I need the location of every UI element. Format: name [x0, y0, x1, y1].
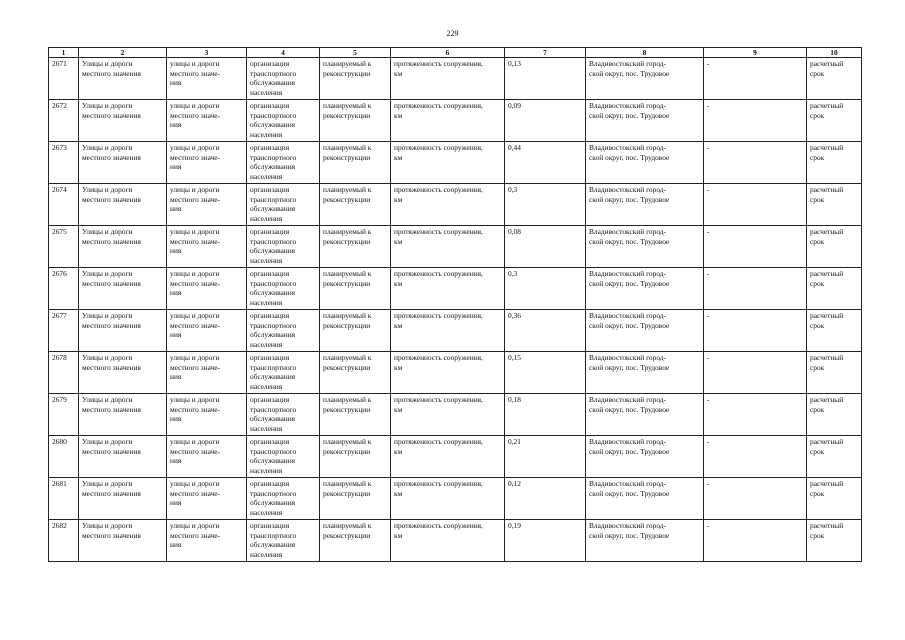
- term-cell: расчетный срок: [807, 436, 862, 478]
- object-name-cell: Улицы и дороги местного значения: [79, 58, 167, 100]
- location-cell: Владивостокский город- ской округ, пос. Трудовое: [586, 100, 704, 142]
- row-id-cell: 2682: [49, 520, 79, 562]
- object-purpose-cell: организация транспортного обслуживания населения: [247, 184, 320, 226]
- column-header: 4: [247, 48, 320, 58]
- row-id-cell: 2678: [49, 352, 79, 394]
- zone-cell: -: [704, 142, 807, 184]
- table-row: [49, 100, 862, 142]
- object-name-cell: Улицы и дороги местного значения: [79, 268, 167, 310]
- page-number: 229: [446, 29, 459, 38]
- row-id-cell: 2671: [49, 58, 79, 100]
- table-row: [49, 58, 862, 100]
- object-status-cell: планируемый к реконструкции: [320, 184, 391, 226]
- object-name-cell: Улицы и дороги местного значения: [79, 394, 167, 436]
- object-status-cell: планируемый к реконструкции: [320, 310, 391, 352]
- object-purpose-cell: организация транспортного обслуживания населения: [247, 58, 320, 100]
- object-purpose-cell: организация транспортного обслуживания населения: [247, 226, 320, 268]
- object-type-cell: улицы и дороги местного значе- ния: [167, 226, 247, 268]
- location-cell: Владивостокский город- ской округ, пос. Трудовое: [586, 268, 704, 310]
- location-cell: Владивостокский город- ской округ, пос. Трудовое: [586, 520, 704, 562]
- characteristic-name-cell: протяженность сооружения, км: [391, 310, 505, 352]
- zone-cell: -: [704, 352, 807, 394]
- object-purpose-cell: организация транспортного обслуживания населения: [247, 520, 320, 562]
- column-number-row: [49, 48, 862, 58]
- object-type-cell: улицы и дороги местного значе- ния: [167, 478, 247, 520]
- object-status-cell: планируемый к реконструкции: [320, 58, 391, 100]
- object-type-cell: улицы и дороги местного значе- ния: [167, 436, 247, 478]
- column-header: 2: [79, 48, 167, 58]
- object-name-cell: Улицы и дороги местного значения: [79, 352, 167, 394]
- object-purpose-cell: организация транспортного обслуживания населения: [247, 394, 320, 436]
- term-cell: расчетный срок: [807, 478, 862, 520]
- characteristic-value-cell: 0,3: [505, 184, 586, 226]
- characteristic-value-cell: 0,18: [505, 394, 586, 436]
- location-cell: Владивостокский город- ской округ, пос. Трудовое: [586, 58, 704, 100]
- object-type-cell: улицы и дороги местного значе- ния: [167, 520, 247, 562]
- row-id-cell: 2672: [49, 100, 79, 142]
- object-status-cell: планируемый к реконструкции: [320, 268, 391, 310]
- location-cell: Владивостокский город- ской округ, пос. Трудовое: [586, 226, 704, 268]
- object-purpose-cell: организация транспортного обслуживания населения: [247, 436, 320, 478]
- location-cell: Владивостокский город- ской округ, пос. Трудовое: [586, 184, 704, 226]
- row-id-cell: 2674: [49, 184, 79, 226]
- location-cell: Владивостокский город- ской округ, пос. Трудовое: [586, 310, 704, 352]
- table-row: [49, 310, 862, 352]
- characteristic-name-cell: протяженность сооружения, км: [391, 352, 505, 394]
- zone-cell: -: [704, 478, 807, 520]
- object-purpose-cell: организация транспортного обслуживания населения: [247, 142, 320, 184]
- table-row: [49, 226, 862, 268]
- term-cell: расчетный срок: [807, 520, 862, 562]
- characteristic-value-cell: 0,21: [505, 436, 586, 478]
- object-type-cell: улицы и дороги местного значе- ния: [167, 310, 247, 352]
- objects-table: [48, 47, 862, 562]
- table-body: [49, 58, 862, 562]
- object-type-cell: улицы и дороги местного значе- ния: [167, 352, 247, 394]
- characteristic-name-cell: протяженность сооружения, км: [391, 520, 505, 562]
- object-status-cell: планируемый к реконструкции: [320, 394, 391, 436]
- characteristic-value-cell: 0,13: [505, 58, 586, 100]
- table-row: [49, 142, 862, 184]
- object-purpose-cell: организация транспортного обслуживания населения: [247, 310, 320, 352]
- location-cell: Владивостокский город- ской округ, пос. Трудовое: [586, 478, 704, 520]
- object-name-cell: Улицы и дороги местного значения: [79, 100, 167, 142]
- column-header: 5: [320, 48, 391, 58]
- table-row: [49, 268, 862, 310]
- object-status-cell: планируемый к реконструкции: [320, 226, 391, 268]
- characteristic-value-cell: 0,19: [505, 520, 586, 562]
- object-name-cell: Улицы и дороги местного значения: [79, 478, 167, 520]
- characteristic-name-cell: протяженность сооружения, км: [391, 58, 505, 100]
- table-row: [49, 352, 862, 394]
- term-cell: расчетный срок: [807, 226, 862, 268]
- characteristic-value-cell: 0,15: [505, 352, 586, 394]
- object-purpose-cell: организация транспортного обслуживания населения: [247, 352, 320, 394]
- row-id-cell: 2681: [49, 478, 79, 520]
- term-cell: расчетный срок: [807, 100, 862, 142]
- term-cell: расчетный срок: [807, 184, 862, 226]
- characteristic-value-cell: 0,08: [505, 226, 586, 268]
- object-type-cell: улицы и дороги местного значе- ния: [167, 268, 247, 310]
- object-name-cell: Улицы и дороги местного значения: [79, 520, 167, 562]
- row-id-cell: 2680: [49, 436, 79, 478]
- zone-cell: -: [704, 520, 807, 562]
- object-type-cell: улицы и дороги местного значе- ния: [167, 394, 247, 436]
- location-cell: Владивостокский город- ской округ, пос. Трудовое: [586, 352, 704, 394]
- location-cell: Владивостокский город- ской округ, пос. Трудовое: [586, 394, 704, 436]
- object-name-cell: Улицы и дороги местного значения: [79, 142, 167, 184]
- characteristic-value-cell: 0,44: [505, 142, 586, 184]
- column-header: 7: [505, 48, 586, 58]
- characteristic-value-cell: 0,09: [505, 100, 586, 142]
- location-cell: Владивостокский город- ской округ, пос. Трудовое: [586, 142, 704, 184]
- object-purpose-cell: организация транспортного обслуживания населения: [247, 100, 320, 142]
- term-cell: расчетный срок: [807, 268, 862, 310]
- row-id-cell: 2673: [49, 142, 79, 184]
- object-status-cell: планируемый к реконструкции: [320, 478, 391, 520]
- location-cell: Владивостокский город- ской округ, пос. Трудовое: [586, 436, 704, 478]
- object-purpose-cell: организация транспортного обслуживания населения: [247, 478, 320, 520]
- object-name-cell: Улицы и дороги местного значения: [79, 436, 167, 478]
- term-cell: расчетный срок: [807, 310, 862, 352]
- zone-cell: -: [704, 310, 807, 352]
- zone-cell: -: [704, 184, 807, 226]
- term-cell: расчетный срок: [807, 58, 862, 100]
- object-purpose-cell: организация транспортного обслуживания населения: [247, 268, 320, 310]
- row-id-cell: 2677: [49, 310, 79, 352]
- characteristic-name-cell: протяженность сооружения, км: [391, 142, 505, 184]
- object-status-cell: планируемый к реконструкции: [320, 142, 391, 184]
- column-header: 9: [704, 48, 807, 58]
- object-status-cell: планируемый к реконструкции: [320, 520, 391, 562]
- object-status-cell: планируемый к реконструкции: [320, 352, 391, 394]
- column-header: 6: [391, 48, 505, 58]
- zone-cell: -: [704, 226, 807, 268]
- zone-cell: -: [704, 58, 807, 100]
- zone-cell: -: [704, 100, 807, 142]
- table-row: [49, 520, 862, 562]
- row-id-cell: 2679: [49, 394, 79, 436]
- row-id-cell: 2675: [49, 226, 79, 268]
- table-row: [49, 184, 862, 226]
- term-cell: расчетный срок: [807, 394, 862, 436]
- object-name-cell: Улицы и дороги местного значения: [79, 310, 167, 352]
- object-type-cell: улицы и дороги местного значе- ния: [167, 58, 247, 100]
- zone-cell: -: [704, 394, 807, 436]
- zone-cell: -: [704, 436, 807, 478]
- object-name-cell: Улицы и дороги местного значения: [79, 226, 167, 268]
- table-row: [49, 394, 862, 436]
- object-type-cell: улицы и дороги местного значе- ния: [167, 184, 247, 226]
- column-header: 1: [49, 48, 79, 58]
- object-status-cell: планируемый к реконструкции: [320, 100, 391, 142]
- characteristic-value-cell: 0,3: [505, 268, 586, 310]
- characteristic-name-cell: протяженность сооружения, км: [391, 436, 505, 478]
- object-type-cell: улицы и дороги местного значе- ния: [167, 142, 247, 184]
- table-row: [49, 436, 862, 478]
- term-cell: расчетный срок: [807, 142, 862, 184]
- term-cell: расчетный срок: [807, 352, 862, 394]
- column-header: 8: [586, 48, 704, 58]
- object-name-cell: Улицы и дороги местного значения: [79, 184, 167, 226]
- characteristic-name-cell: протяженность сооружения, км: [391, 268, 505, 310]
- characteristic-name-cell: протяженность сооружения, км: [391, 394, 505, 436]
- characteristic-value-cell: 0,12: [505, 478, 586, 520]
- zone-cell: -: [704, 268, 807, 310]
- table-row: [49, 478, 862, 520]
- row-id-cell: 2676: [49, 268, 79, 310]
- object-type-cell: улицы и дороги местного значе- ния: [167, 100, 247, 142]
- characteristic-name-cell: протяженность сооружения, км: [391, 184, 505, 226]
- object-status-cell: планируемый к реконструкции: [320, 436, 391, 478]
- characteristic-name-cell: протяженность сооружения, км: [391, 478, 505, 520]
- characteristic-value-cell: 0,36: [505, 310, 586, 352]
- column-header: 10: [807, 48, 862, 58]
- characteristic-name-cell: протяженность сооружения, км: [391, 226, 505, 268]
- characteristic-name-cell: протяженность сооружения, км: [391, 100, 505, 142]
- column-header: 3: [167, 48, 247, 58]
